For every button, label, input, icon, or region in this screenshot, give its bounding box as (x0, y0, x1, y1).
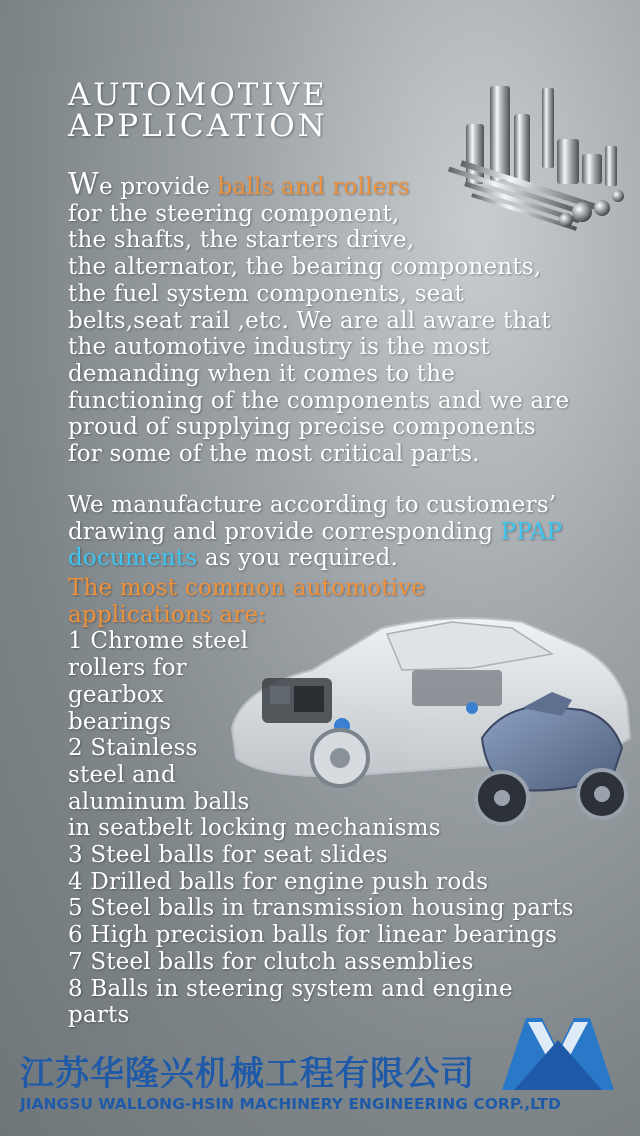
manufacture-line-1: We manufacture according to customers’ (68, 492, 557, 518)
list-item: 7 Steel balls for clutch assemblies (68, 948, 474, 975)
manufacture-paragraph (68, 492, 562, 572)
intro-line: the alternator, the bearing components, (68, 254, 542, 281)
intro-highlight: balls and rollers (217, 174, 410, 200)
intro-line: for some of the most critical parts. (68, 441, 480, 468)
applications-heading-2: applications are: (68, 601, 267, 628)
list-item: 8 Balls in steering system and engine (68, 975, 513, 1002)
intro-line: the fuel system components, seat (68, 280, 464, 307)
applications-heading-1: The most common automotive (68, 575, 426, 601)
ppap-highlight: PPAP (500, 518, 563, 545)
list-item: 4 Drilled balls for engine push rods (68, 868, 489, 895)
manufacture-line-2-text: drawing and provide corresponding (68, 518, 501, 545)
manufacture-line-3-text: as you required. (197, 545, 399, 572)
page-title (68, 77, 328, 144)
intro-line: the automotive industry is the most (68, 334, 490, 361)
company-name-chinese: 江苏华隆兴机械工程有限公司 (20, 1054, 475, 1094)
intro-paragraph (68, 167, 570, 468)
manufacture-line-3 (68, 545, 562, 572)
intro-line: proud of supplying precise components (68, 414, 536, 441)
list-item: 6 High precision balls for linear bearings (68, 922, 558, 949)
manufacture-line-2 (68, 519, 562, 546)
list-item: rollers for (68, 655, 187, 682)
title-line-2: APPLICATION (68, 108, 328, 144)
list-item: gearbox (68, 681, 164, 708)
list-item: in seatbelt locking mechanisms (68, 815, 441, 842)
company-mountain-logo (502, 1012, 614, 1092)
intro-first-line (68, 167, 569, 202)
intro-line: belts,seat rail ,etc. We are all aware that (68, 307, 551, 334)
intro-line: for the steering component, (68, 200, 400, 227)
title-line-1: AUTOMOTIVE (68, 77, 328, 113)
company-name-english: JIANGSU WALLONG-HSIN MACHINERY ENGINEERING CORP.,LTD (20, 1095, 561, 1113)
list-item: parts (68, 1002, 130, 1029)
list-item: 3 Steel balls for seat slides (68, 842, 388, 869)
intro-first-text: e provide (99, 174, 218, 200)
intro-drop-letter: W (68, 167, 100, 202)
intro-line: functioning of the components and we are (68, 387, 570, 414)
list-item: bearings (68, 708, 172, 735)
list-item: steel and (68, 761, 176, 788)
documents-highlight: documents (68, 545, 198, 572)
intro-line: the shafts, the starters drive, (68, 227, 415, 254)
list-item: aluminum balls (68, 788, 250, 815)
intro-line: demanding when it comes to the (68, 360, 456, 387)
list-item: 5 Steel balls in transmission housing parts (68, 895, 574, 922)
list-item: 1 Chrome steel (68, 628, 249, 655)
applications-list (68, 575, 574, 1029)
list-item: 2 Stainless (68, 735, 198, 762)
